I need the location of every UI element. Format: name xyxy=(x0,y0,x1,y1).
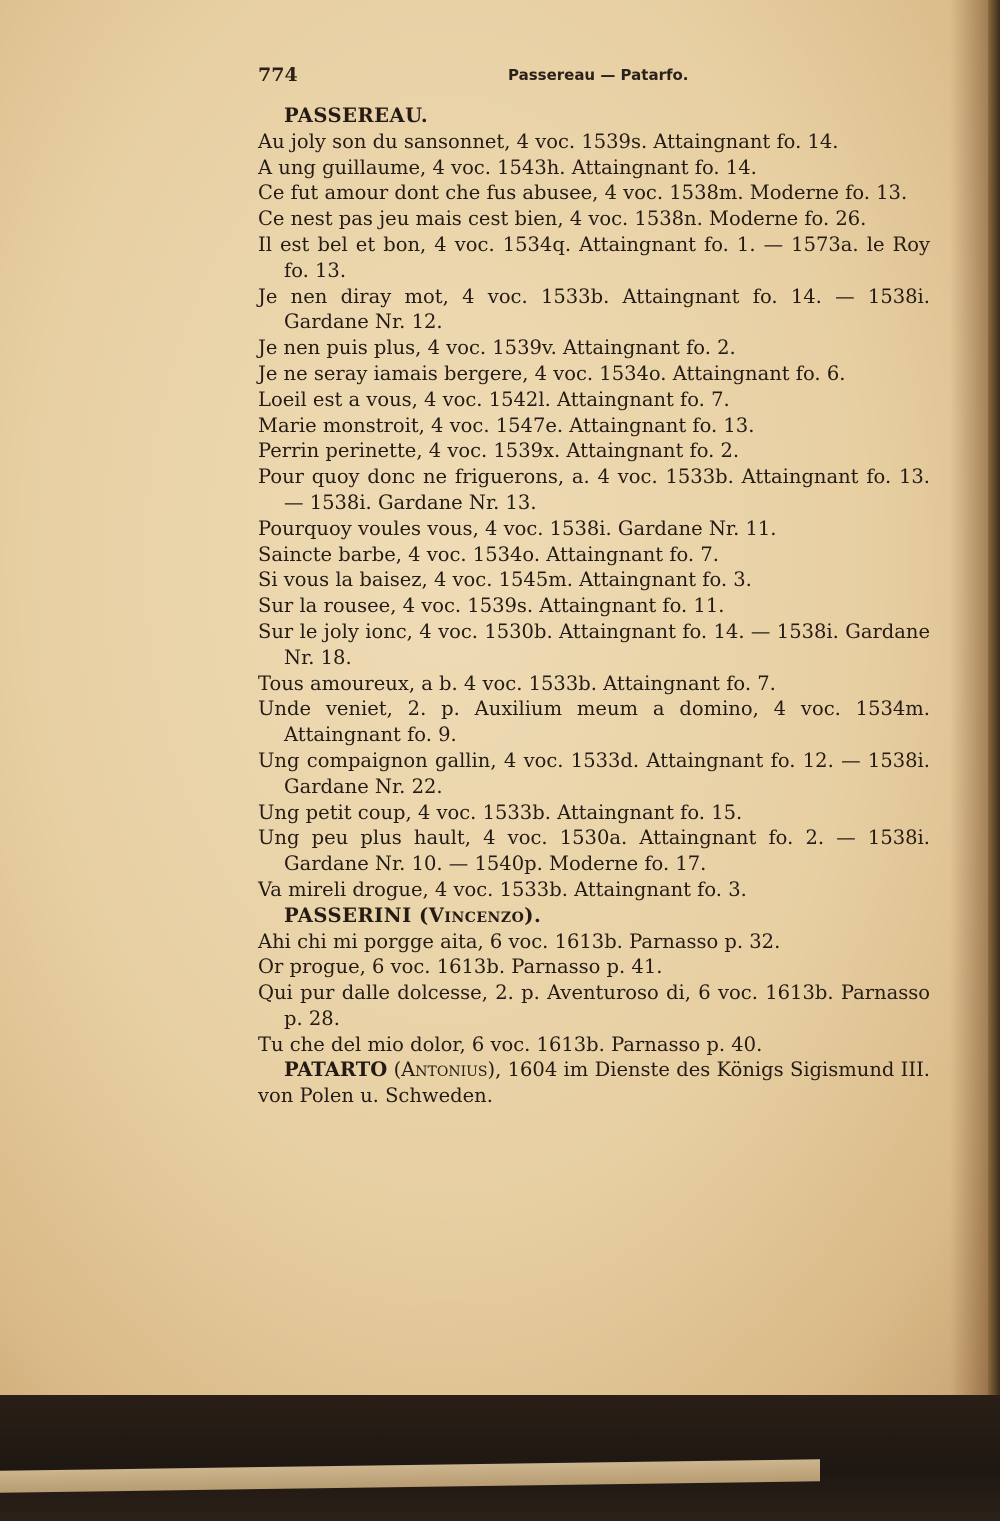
composer-surname: PASSERINI xyxy=(284,903,412,927)
entry-list xyxy=(258,929,930,1058)
book-fore-edge xyxy=(988,0,1000,1400)
list-item: Au joly son du sansonnet, 4 voc. 1539s. Attaingnant fo. 14. xyxy=(258,129,839,153)
entry-list xyxy=(258,129,930,903)
page-bottom-shadow xyxy=(0,1395,1000,1521)
underlying-page-edge xyxy=(0,1459,820,1492)
list-item: Sur la rousee, 4 voc. 1539s. Attaingnant fo. 11. xyxy=(258,594,725,618)
composer-given-name: (Antonius), xyxy=(393,1058,502,1082)
list-item: Ahi chi mi porgge aita, 6 voc. 1613b. Parnasso p. 32. xyxy=(258,929,781,953)
page-body xyxy=(258,103,930,1109)
composer-surname: PATARTO xyxy=(284,1058,388,1082)
list-item: Perrin perinette, 4 voc. 1539x. Attaingnant fo. 2. xyxy=(258,439,740,463)
list-item: Si vous la baisez, 4 voc. 1545m. Attaingnant fo. 3. xyxy=(258,568,752,592)
list-item: Pourquoy voules vous, 4 voc. 1538i. Gardane Nr. 11. xyxy=(258,516,777,540)
list-item: Sur le joly ionc, 4 voc. 1530b. Attaingnant fo. 14. — 1538i. Gardane Nr. 18. xyxy=(258,619,930,669)
list-item: Ung compaignon gallin, 4 voc. 1533d. Attaingnant fo. 12. — 1538i. Gardane Nr. 22. xyxy=(258,748,930,798)
list-item: Tous amoureux, a b. 4 voc. 1533b. Attaingnant fo. 7. xyxy=(258,671,776,695)
composer-heading: PASSEREAU. xyxy=(284,104,429,127)
list-item: Il est bel et bon, 4 voc. 1534q. Attaingnant fo. 1. — 1573a. le Roy fo. 13. xyxy=(258,232,930,282)
list-item: Tu che del mio dolor, 6 voc. 1613b. Parnasso p. 40. xyxy=(258,1032,763,1056)
composer-biography xyxy=(258,1057,930,1109)
list-item: Saincte barbe, 4 voc. 1534o. Attaingnant fo. 7. xyxy=(258,542,719,566)
list-item: Ce nest pas jeu mais cest bien, 4 voc. 1538n. Moderne fo. 26. xyxy=(258,207,867,231)
list-item: Loeil est a vous, 4 voc. 1542l. Attaingnant fo. 7. xyxy=(258,387,730,411)
list-item: Marie monstroit, 4 voc. 1547e. Attaingnant fo. 13. xyxy=(258,413,755,437)
list-item: Pour quoy donc ne friguerons, a. 4 voc. 1533b. Attaingnant fo. 13. — 1538i. Gardane Nr. 13. xyxy=(258,465,930,514)
running-head: Passereau — Patarfo. xyxy=(508,66,689,84)
list-item: Va mireli drogue, 4 voc. 1533b. Attaingnant fo. 3. xyxy=(258,877,747,901)
list-item: Je nen puis plus, 4 voc. 1539v. Attaingnant fo. 2. xyxy=(258,336,736,360)
list-item: A ung guillaume, 4 voc. 1543h. Attaingnant fo. 14. xyxy=(258,155,757,179)
composer-given-name: (Vincenzo). xyxy=(419,903,542,927)
page-header xyxy=(258,64,930,94)
list-item: Or progue, 6 voc. 1613b. Parnasso p. 41. xyxy=(258,955,663,979)
list-item: Ung peu plus hault, 4 voc. 1530a. Attaingnant fo. 2. — 1538i. Gardane Nr. 10. — 1540p. Moderne fo. 17. xyxy=(258,826,930,876)
composer-heading xyxy=(258,903,930,929)
list-item: Ung petit coup, 4 voc. 1533b. Attaingnant fo. 15. xyxy=(258,800,743,824)
list-item: Ce fut amour dont che fus abusee, 4 voc. 1538m. Moderne fo. 13. xyxy=(258,181,908,205)
list-item: Je nen diray mot, 4 voc. 1533b. Attaingnant fo. 14. — 1538i. Gardane Nr. 12. xyxy=(258,284,930,334)
list-item: Je ne seray iamais bergere, 4 voc. 1534o. Attaingnant fo. 6. xyxy=(258,361,846,385)
list-item: Unde veniet, 2. p. Auxilium meum a domino, 4 voc. 1534m. Attaingnant fo. 9. xyxy=(258,697,930,747)
biography-text: 1604 im Dienste des Königs Sigismund III. von Polen u. Schweden. xyxy=(258,1058,930,1108)
page-number: 774 xyxy=(258,64,298,86)
list-item: Qui pur dalle dolcesse, 2. p. Aventuroso di, 6 voc. 1613b. Parnasso p. 28. xyxy=(258,981,930,1030)
